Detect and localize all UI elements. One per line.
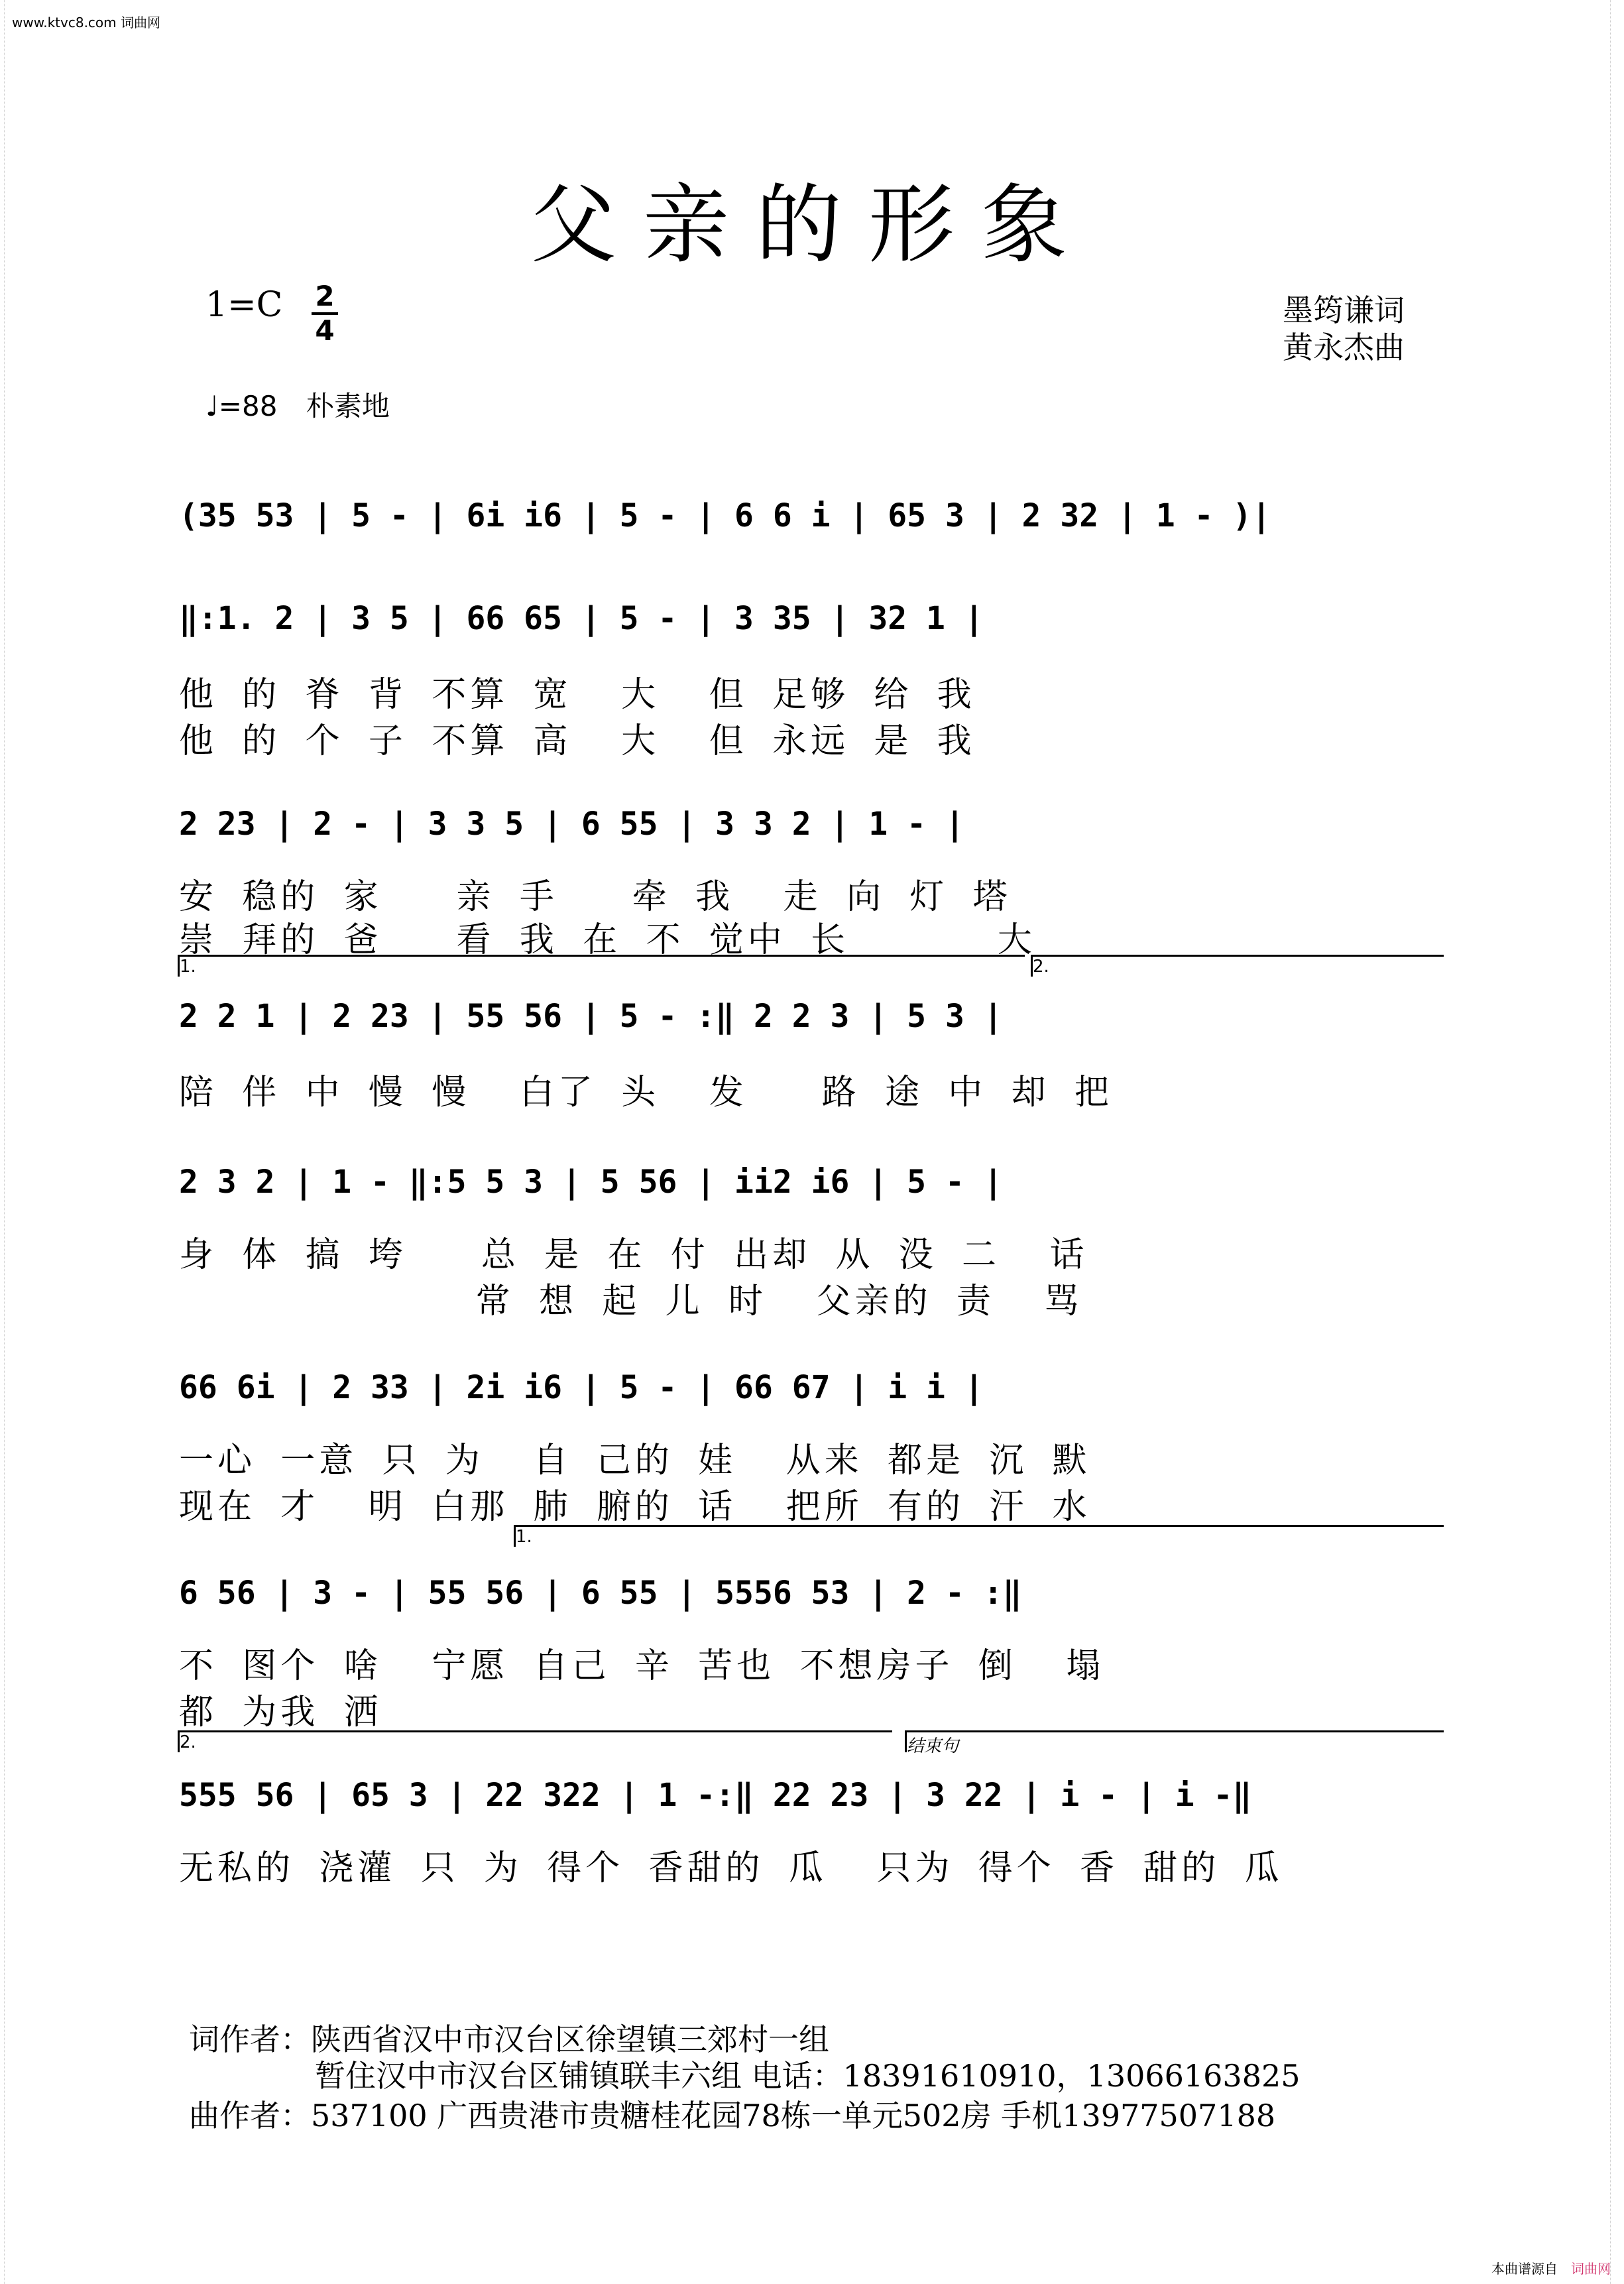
source-logo: 词曲网 — [1571, 2261, 1611, 2277]
ending-label: 结束句 — [905, 1730, 1444, 1752]
notation: (35 53 | 5 - | 6i i6 | 5 - | 6 6 i | 65 3 | 2 32 | 1 - )| — [179, 497, 1271, 534]
lyrics-verse-1: 他 的 脊 背 不算 宽 大 但 足够 给 我 — [179, 675, 976, 715]
score-row-2 — [179, 600, 1448, 759]
tempo-mark: ♩=88 — [205, 390, 278, 422]
notation: ‖:1. 2 | 3 5 | 66 65 | 5 - | 3 35 | 32 1 | — [179, 600, 984, 637]
lyrics-verse-2: 都 为我 洒 — [179, 1693, 382, 1732]
credits — [1283, 292, 1405, 366]
notation: 6 56 | 3 - | 55 56 | 6 55 | 5556 53 | 2 - :‖ — [179, 1575, 1022, 1612]
lyrics-verse-2: 他 的 个 子 不算 高 大 但 永远 是 我 — [179, 721, 976, 761]
source-stamp: 本曲谱源自 — [1491, 2261, 1558, 2277]
left-margin — [4, 0, 14, 2284]
notation: 555 56 | 65 3 | 22 322 | 1 -:‖ 22 23 | 3 22 | i - | i -‖ — [179, 1777, 1252, 1814]
lyrics-verse-1: 不 图个 啥 宁愿 自己 辛 苦也 不想房子 倒 塌 — [179, 1646, 1105, 1686]
time-signature — [312, 282, 338, 345]
mood: 朴素地 — [306, 390, 390, 422]
score-row-1 — [179, 497, 1448, 564]
score-row-7 — [179, 1575, 1448, 1734]
lyrics-verse-1: 身 体 搞 垮 总 是 在 付 出却 从 没 二 话 — [179, 1235, 1088, 1275]
lyricist: 墨筠谦词 — [1283, 292, 1405, 328]
score-row-6 — [179, 1369, 1448, 1528]
volta-1b: 1. — [514, 1525, 1444, 1547]
score-row-4 — [179, 998, 1448, 1111]
right-margin — [1610, 0, 1620, 2284]
score-row-5 — [179, 1164, 1448, 1323]
notation: 2 23 | 2 - | 3 3 5 | 6 55 | 3 3 2 | 1 - | — [179, 806, 964, 843]
composer: 黄永杰曲 — [1283, 330, 1405, 365]
lyrics-verse-1: 陪 伴 中 慢 慢 白了 头 发 路 途 中 却 把 — [179, 1073, 1113, 1112]
site-url: www.ktvc8.com 词曲网 — [12, 15, 161, 30]
song-title: 父亲的形象 — [530, 174, 1094, 275]
tempo — [205, 385, 410, 424]
notation: 2 2 1 | 2 23 | 55 56 | 5 - :‖ 2 2 3 | 5 3 | — [179, 998, 1003, 1035]
lyrics-verse-2: 现在 才 明 白那 肺 腑的 话 把所 有的 汗 水 — [179, 1487, 1091, 1527]
lyrics-verse-2: 常 想 起 儿 时 父亲的 责 骂 — [179, 1282, 1083, 1321]
volta-1: 1. — [178, 955, 1025, 977]
footer-line-3: 曲作者：537100 广西贵港市贵糖桂花园78栋一单元502房 手机13977507188 — [189, 2098, 1276, 2134]
volta-2: 2. — [1031, 955, 1444, 977]
footer-line-2: 暂住汉中市汉台区铺镇联丰六组 电话：18391610910，13066163825 — [315, 2058, 1301, 2094]
lyrics-verse-1: 安 稳的 家 亲 手 牵 我 走 向 灯 塔 — [179, 877, 1012, 917]
volta-2b: 2. — [178, 1730, 892, 1752]
footer-line-1: 词作者：陕西省汉中市汉台区徐望镇三郊村一组 — [189, 2021, 829, 2057]
time-sig-top: 2 — [315, 280, 335, 312]
lyrics-verse-1: 一心 一意 只 为 自 己的 娃 从来 都是 沉 默 — [179, 1441, 1091, 1480]
notation: 2 3 2 | 1 - ‖:5 5 3 | 5 56 | ii2 i6 | 5 - | — [179, 1164, 1003, 1201]
lyrics-verse-2: 崇 拜的 爸 看 我 在 不 觉中 长 大 — [179, 920, 1036, 960]
score-row-8 — [179, 1777, 1448, 1888]
score-row-3 — [179, 806, 1448, 965]
time-sig-bottom: 4 — [315, 314, 335, 347]
key-signature: 1=C — [205, 285, 283, 325]
notation: 66 6i | 2 33 | 2i i6 | 5 - | 66 67 | i i | — [179, 1369, 984, 1406]
lyrics-verse-1: 无私的 浇灌 只 为 得个 香甜的 瓜 只为 得个 香 甜的 瓜 — [179, 1848, 1283, 1888]
